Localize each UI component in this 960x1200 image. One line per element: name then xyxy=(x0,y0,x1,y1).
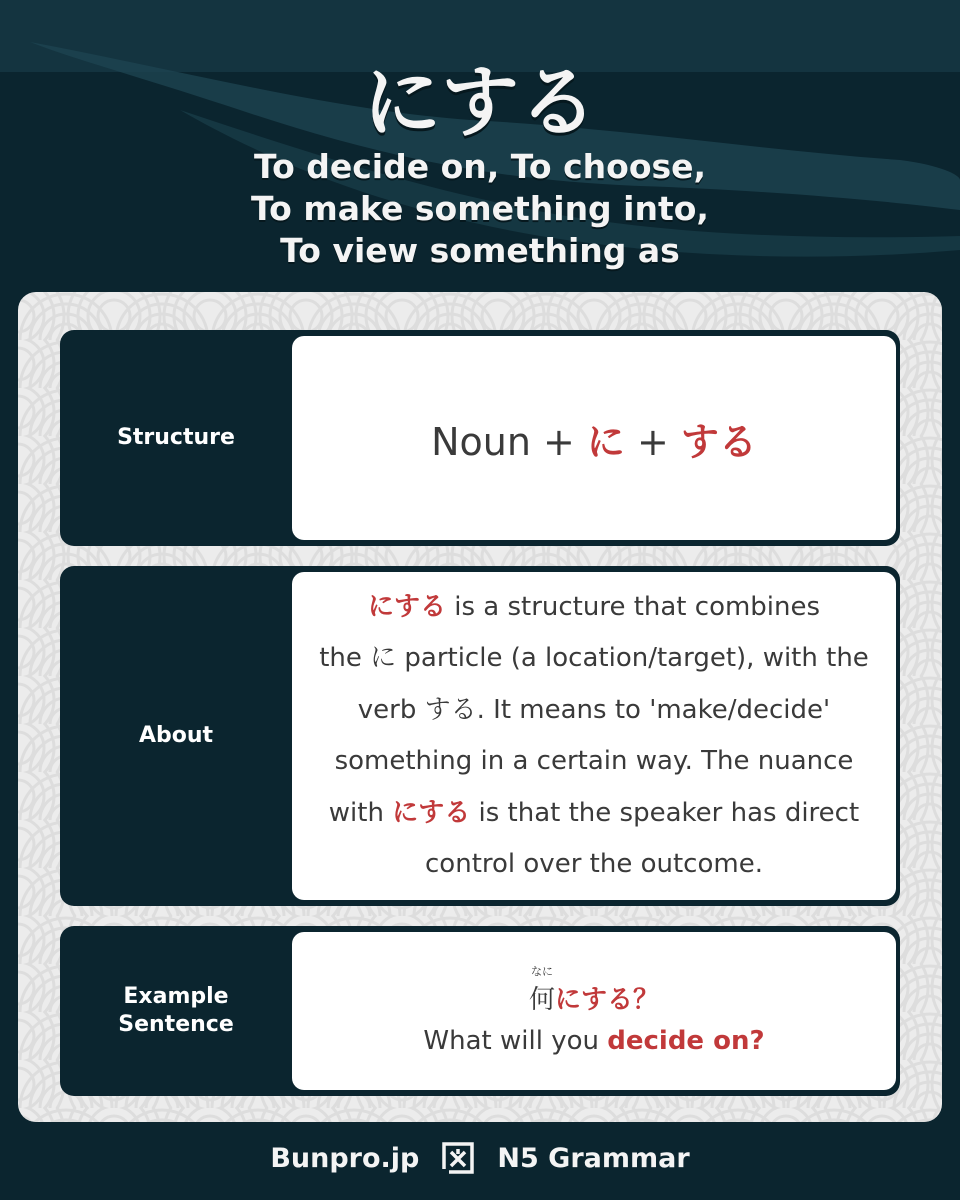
about-line-text: with xyxy=(328,797,393,828)
furigana: なに xyxy=(530,964,553,978)
structure-formula xyxy=(431,411,757,466)
about-line-text: is that the speaker has direct xyxy=(470,797,860,828)
kanji-with-furigana xyxy=(528,964,555,1016)
about-highlight: にする xyxy=(367,591,446,622)
page-subtitle xyxy=(0,146,960,272)
structure-row xyxy=(60,330,900,546)
example-english xyxy=(423,1026,764,1056)
structure-plus: + xyxy=(624,419,681,464)
example-box xyxy=(292,932,896,1090)
example-row xyxy=(60,926,900,1096)
about-line: control over the outcome. xyxy=(425,849,763,879)
footer-level: N5 Grammar xyxy=(497,1142,690,1174)
example-label xyxy=(60,926,292,1096)
subtitle-line: To make something into, xyxy=(251,189,709,228)
about-description xyxy=(311,582,877,891)
about-line: the に particle (a location/target), with the xyxy=(319,643,869,673)
about-row xyxy=(60,566,900,906)
structure-noun: Noun + xyxy=(431,419,587,464)
about-line: something in a certain way. The nuance xyxy=(334,746,854,776)
about-line xyxy=(319,582,869,634)
example-label-line: Sentence xyxy=(118,1012,234,1037)
subtitle-line: To view something as xyxy=(280,231,680,270)
footer xyxy=(0,1138,960,1178)
structure-box xyxy=(292,336,896,540)
about-line xyxy=(319,788,869,840)
page-title: にする xyxy=(362,58,597,148)
grammar-card xyxy=(18,292,942,1122)
about-label: About xyxy=(138,723,214,748)
example-jp-highlight: にする？ xyxy=(555,984,660,1015)
subtitle-line: To decide on, To choose, xyxy=(253,147,707,186)
about-highlight: にする xyxy=(392,797,471,828)
structure-verb: する xyxy=(680,419,757,464)
example-japanese xyxy=(528,964,660,1016)
footer-site: Bunpro.jp xyxy=(270,1142,420,1174)
about-box xyxy=(292,572,896,900)
structure-particle: に xyxy=(586,419,625,464)
about-line: verb する. It means to 'make/decide' xyxy=(357,694,831,725)
structure-label: Structure xyxy=(117,425,235,450)
bunpro-logo-icon xyxy=(441,1141,475,1175)
example-en-highlight: decide on? xyxy=(607,1025,765,1056)
example-en-text: What will you xyxy=(423,1025,608,1056)
example-label-line: Example xyxy=(123,984,229,1009)
example-kanji: 何 xyxy=(528,984,555,1015)
about-line-text: is a structure that combines xyxy=(445,591,821,622)
